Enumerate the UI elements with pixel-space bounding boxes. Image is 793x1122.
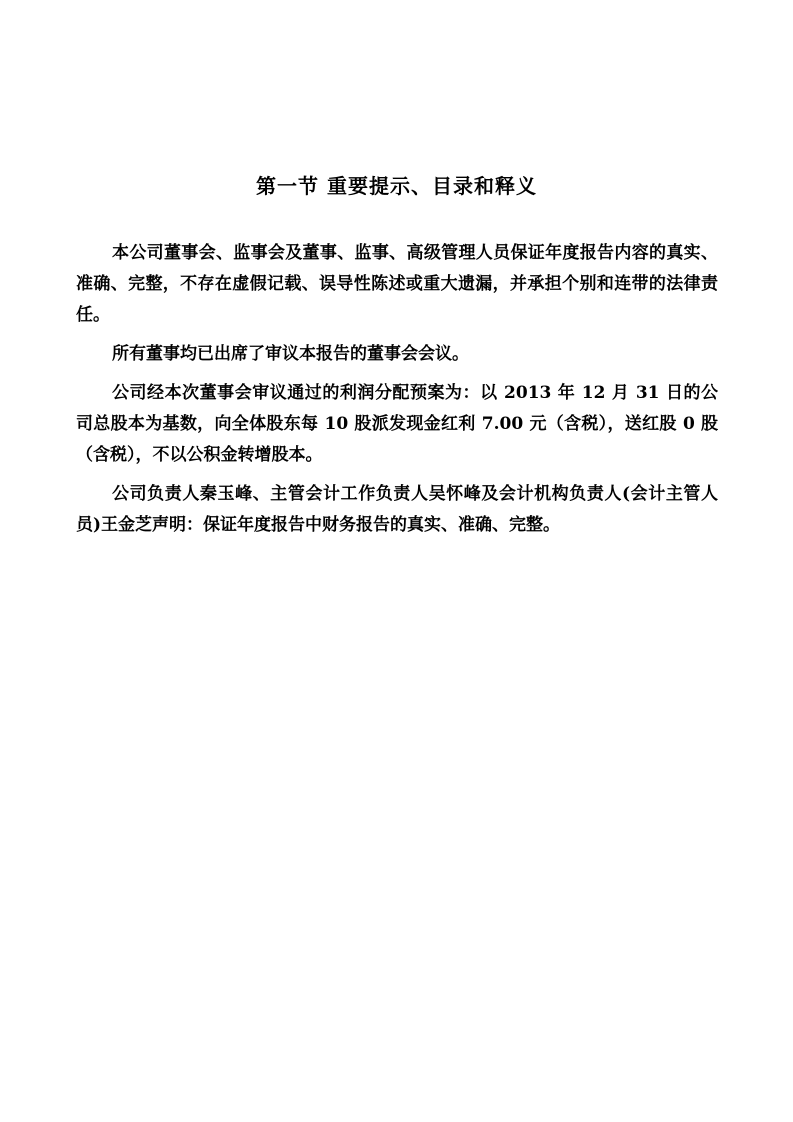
section-title: 第一节 重要提示、目录和释义 bbox=[256, 174, 537, 198]
paragraph-profit-distribution: 公司经本次董事会审议通过的利润分配预案为：以 2013 年 12 月 31 日的公司总股本为基数，向全体股东每 10 股派发现金红利 7.00 元（含税），送红股 0 股（含税），不以公积金转增股本。 bbox=[76, 383, 718, 465]
paragraph-responsibility-statement: 本公司董事会、监事会及董事、监事、高级管理人员保证年度报告内容的真实、准确、完整，不存在虚假记载、误导性陈述或重大遗漏，并承担个别和连带的法律责任。 bbox=[76, 243, 718, 325]
paragraph-board-attendance: 所有董事均已出席了审议本报告的董事会会议。 bbox=[112, 344, 469, 364]
paragraph-financial-declaration: 公司负责人秦玉峰、主管会计工作负责人吴怀峰及会计机构负责人(会计主管人员)王金芝声明：保证年度报告中财务报告的真实、准确、完整。 bbox=[76, 484, 718, 535]
document-body bbox=[76, 238, 718, 549]
